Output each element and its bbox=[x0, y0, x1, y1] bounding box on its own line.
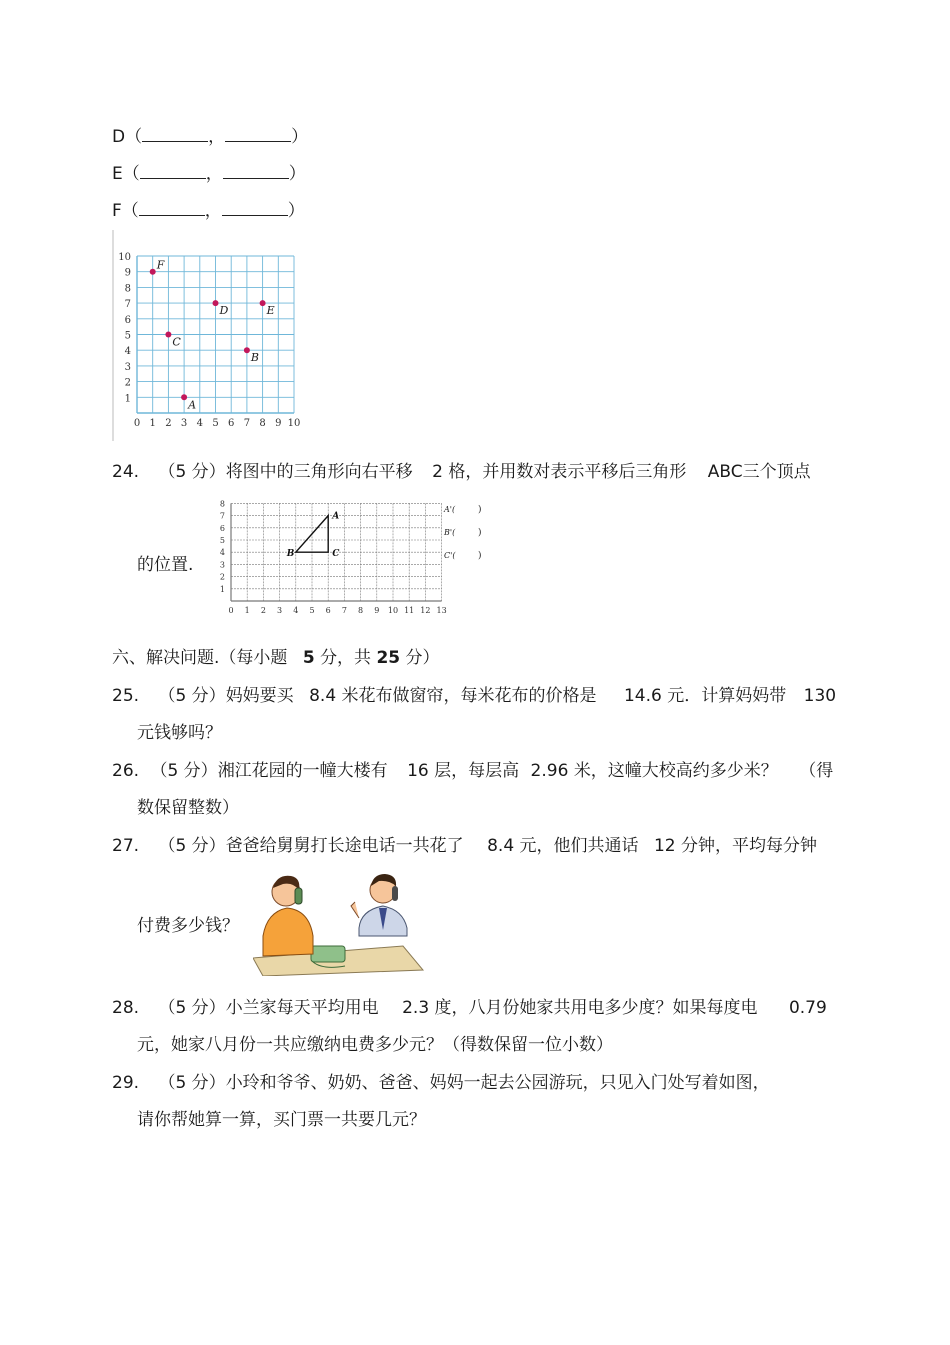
point-a bbox=[181, 394, 187, 400]
coord-line-f: F（ ， ） bbox=[112, 201, 305, 221]
question-number: 29. bbox=[112, 1073, 140, 1093]
x-tick-label: 1 bbox=[244, 606, 250, 615]
vertex-label-c: C bbox=[332, 549, 340, 560]
x-tick-label: 2 bbox=[260, 606, 266, 615]
answer-close: ) bbox=[478, 551, 482, 561]
question-number: 25. bbox=[112, 686, 140, 706]
point-b bbox=[244, 347, 250, 353]
answer-close: ) bbox=[478, 528, 482, 538]
x-tick-label: 0 bbox=[228, 606, 234, 615]
coordinate-grid-2 bbox=[212, 494, 494, 622]
answer-blank[interactable] bbox=[142, 125, 208, 142]
x-tick-label: 8 bbox=[259, 418, 266, 429]
coord-label: E bbox=[112, 164, 123, 184]
y-tick-label: 6 bbox=[219, 523, 225, 533]
coord-label: F bbox=[112, 201, 122, 221]
question-25-line-1: 25. （5 分）妈妈要买 8.4 米花布做窗帘，每米花布的价格是 14.6 元．计算妈妈带 130 bbox=[112, 686, 837, 706]
y-tick-label: 8 bbox=[219, 499, 225, 509]
section-6-title: 六、解决问题.（每小题 5 分，共 25 分） bbox=[112, 648, 440, 668]
question-28-line-1: 28. （5 分）小兰家每天平均用电 2.3 度，八月份她家共用电多少度？如果每度电 0.79 bbox=[112, 998, 827, 1018]
x-tick-label: 5 bbox=[309, 606, 315, 615]
question-27-line-1: 27. （5 分）爸爸给舅舅打长途电话一共花了 8.4 元，他们共通话 12 分钟，平均每分钟 bbox=[112, 836, 817, 856]
y-tick-label: 8 bbox=[124, 283, 131, 295]
x-tick-label: 3 bbox=[277, 606, 283, 615]
answer-label: A'( bbox=[444, 505, 456, 514]
y-tick-label: 2 bbox=[219, 572, 225, 582]
question-26-line-2: 数保留整数） bbox=[137, 798, 239, 818]
y-tick-label: 1 bbox=[219, 584, 225, 594]
question-27-line-2: 付费多少钱？ bbox=[137, 916, 239, 936]
x-tick-label: 7 bbox=[243, 418, 251, 429]
answer-blank[interactable] bbox=[223, 162, 289, 179]
x-tick-label: 3 bbox=[180, 418, 188, 429]
answer-blank[interactable] bbox=[225, 125, 291, 142]
question-24-line-2: 的位置. bbox=[137, 555, 194, 575]
y-tick-label: 3 bbox=[219, 560, 225, 570]
question-number: 27. bbox=[112, 836, 140, 856]
y-tick-label: 3 bbox=[124, 361, 131, 373]
x-tick-label: 7 bbox=[341, 606, 347, 615]
y-tick-label: 9 bbox=[124, 267, 131, 279]
y-tick-label: 4 bbox=[219, 548, 225, 558]
answer-label: B'( bbox=[444, 528, 456, 537]
coord-line-e: E（ ， ） bbox=[112, 164, 306, 184]
point-label-f: F bbox=[156, 258, 165, 272]
x-tick-label: 1 bbox=[149, 418, 156, 429]
x-tick-label: 5 bbox=[212, 418, 219, 429]
question-number: 28. bbox=[112, 998, 140, 1018]
y-tick-label: 2 bbox=[124, 377, 131, 389]
point-c bbox=[165, 332, 171, 338]
y-tick-label: 5 bbox=[124, 330, 131, 342]
answer-blank[interactable] bbox=[222, 199, 288, 216]
y-tick-label: 1 bbox=[124, 393, 131, 405]
x-tick-label: 0 bbox=[133, 418, 141, 429]
coordinate-grid-1 bbox=[110, 228, 310, 443]
question-number: 26. bbox=[112, 761, 140, 781]
x-tick-label: 4 bbox=[293, 606, 299, 615]
x-tick-label: 2 bbox=[165, 418, 172, 429]
coord-line-d: D（ ， ） bbox=[112, 127, 309, 147]
answer-blank[interactable] bbox=[139, 199, 205, 216]
phone-call-illustration bbox=[253, 866, 425, 976]
y-tick-label: 7 bbox=[124, 299, 131, 311]
answer-close: ) bbox=[478, 505, 482, 515]
y-tick-label: 10 bbox=[118, 252, 131, 263]
y-tick-label: 7 bbox=[219, 511, 225, 521]
question-29-line-1: 29. （5 分）小玲和爷爷、奶奶、爸爸、妈妈一起去公园游玩，只见入门处写着如图， bbox=[112, 1073, 770, 1093]
question-24-line-1: 24. （5 分）将图中的三角形向右平移 2 格，并用数对表示平移后三角形 ABC三个顶点 bbox=[112, 462, 811, 482]
y-tick-label: 5 bbox=[219, 536, 225, 545]
x-tick-label: 8 bbox=[358, 606, 364, 615]
x-tick-label: 13 bbox=[436, 606, 447, 615]
coord-label: D bbox=[112, 127, 126, 147]
point-e bbox=[260, 300, 266, 306]
x-tick-label: 6 bbox=[228, 418, 235, 429]
y-tick-label: 4 bbox=[124, 346, 131, 358]
point-label-b: B bbox=[250, 351, 259, 365]
vertex-label-a: A bbox=[332, 511, 340, 522]
answer-blank[interactable] bbox=[140, 162, 206, 179]
x-tick-label: 12 bbox=[420, 606, 431, 615]
point-label-c: C bbox=[172, 335, 181, 349]
point-label-d: D bbox=[219, 304, 229, 318]
point-label-a: A bbox=[188, 398, 197, 412]
question-29-line-2: 请你帮她算一算，买门票一共要几元？ bbox=[137, 1110, 426, 1130]
point-f bbox=[150, 269, 156, 275]
x-tick-label: 10 bbox=[287, 418, 301, 429]
point-label-e: E bbox=[266, 304, 275, 318]
x-tick-label: 6 bbox=[325, 606, 331, 615]
x-tick-label: 11 bbox=[404, 606, 415, 615]
vertex-label-b: B bbox=[286, 549, 295, 560]
x-tick-label: 9 bbox=[275, 418, 282, 429]
answer-label: C'( bbox=[444, 551, 456, 560]
x-tick-label: 9 bbox=[374, 606, 380, 615]
question-26-line-1: 26. （5 分）湘江花园的一幢大楼有 16 层，每层高 2.96 米，这幢大校高约多少米？ （得 bbox=[112, 761, 834, 781]
question-number: 24. bbox=[112, 462, 140, 482]
y-tick-label: 6 bbox=[124, 314, 131, 326]
x-tick-label: 4 bbox=[196, 418, 203, 429]
point-d bbox=[213, 300, 219, 306]
question-28-line-2: 元，她家八月份一共应缴纳电费多少元？（得数保留一位小数） bbox=[137, 1035, 613, 1055]
x-tick-label: 10 bbox=[387, 606, 399, 615]
question-25-line-2: 元钱够吗？ bbox=[137, 723, 222, 743]
